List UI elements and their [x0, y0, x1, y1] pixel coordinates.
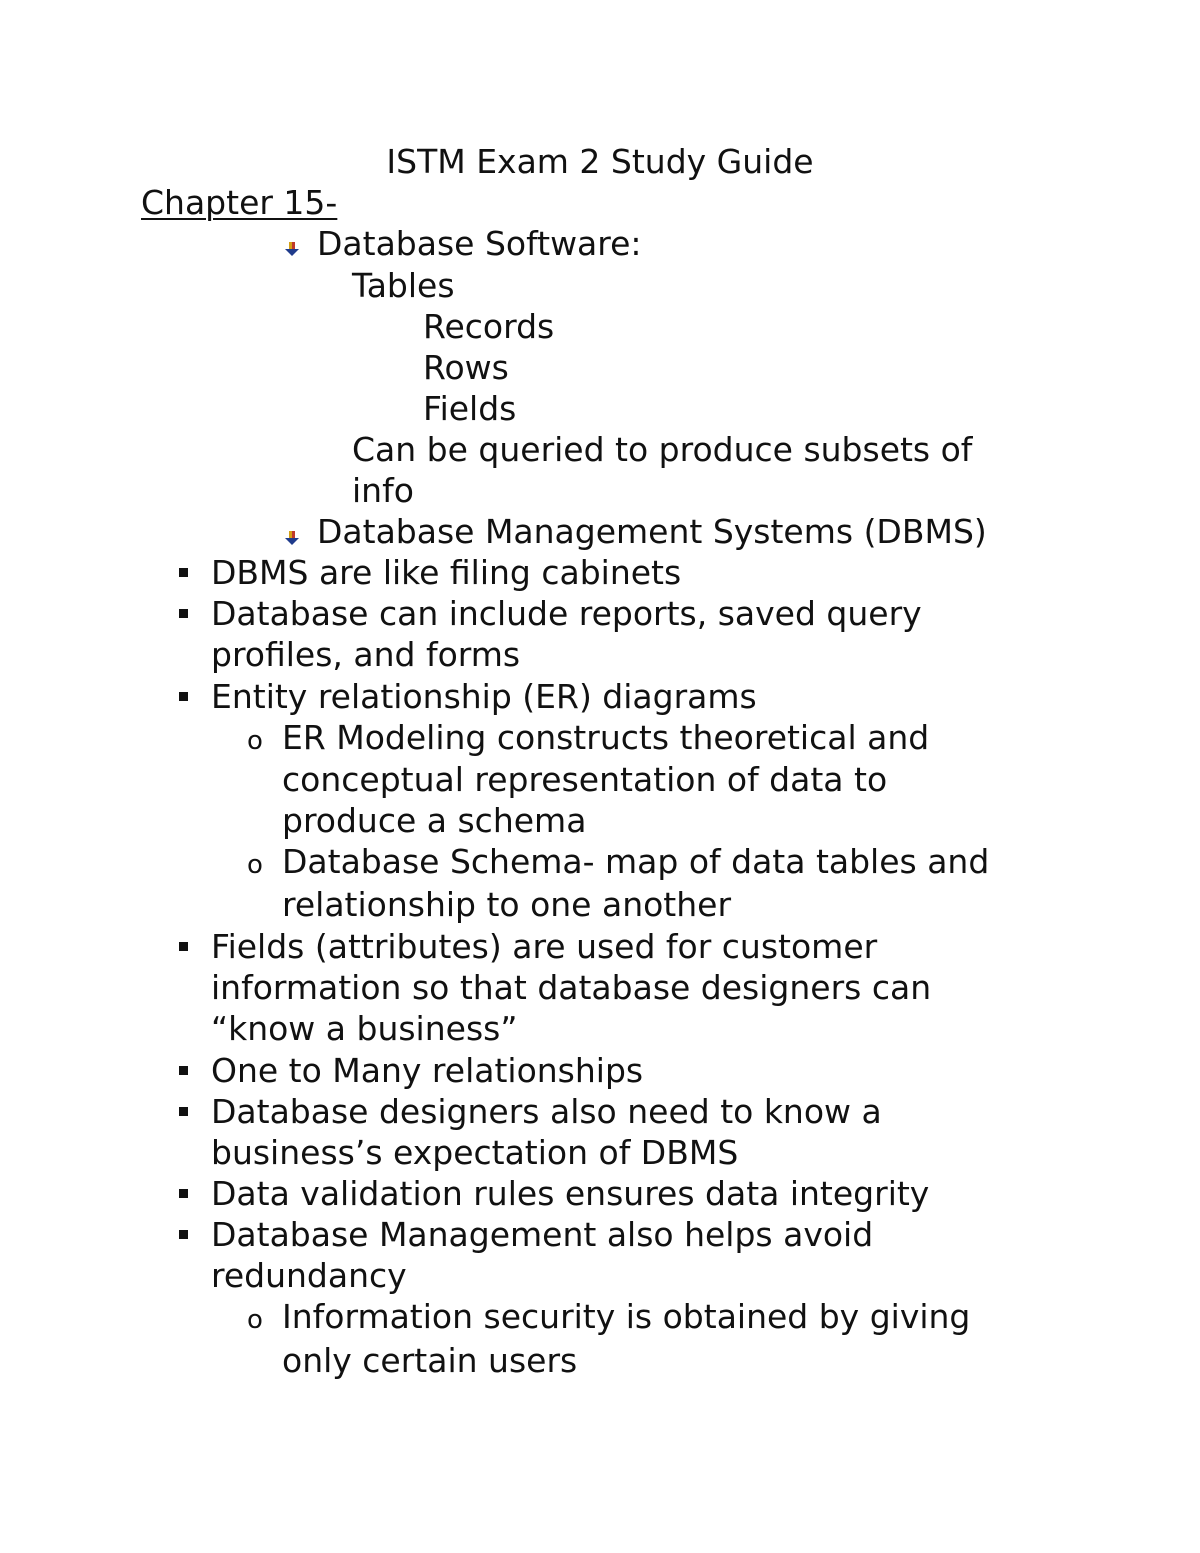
item-tables: Tables — [352, 266, 455, 305]
item-records: Records — [423, 307, 555, 346]
square-bullet-icon — [179, 609, 188, 618]
bullet-text-continued: information so that database designers can — [211, 968, 932, 1007]
bullet-text-continued: redundancy — [211, 1256, 407, 1295]
sub-bullet-text: Information security is obtained by giving — [282, 1297, 971, 1336]
item-rows: Rows — [423, 348, 509, 387]
page-title: ISTM Exam 2 Study Guide — [386, 142, 814, 181]
down-arrow-bullet-icon — [284, 241, 300, 257]
square-bullet-icon — [179, 568, 188, 577]
bullet-text: Database Management also helps avoid — [211, 1215, 874, 1254]
square-bullet-icon — [179, 1189, 188, 1198]
bullet-text-continued: business’s expectation of DBMS — [211, 1133, 739, 1172]
sub-bullet-text-continued: produce a schema — [282, 801, 587, 840]
square-bullet-icon — [179, 1230, 188, 1239]
sub-bullet-text-continued: only certain users — [282, 1341, 578, 1380]
chapter-heading: Chapter 15- — [141, 183, 338, 222]
circle-bullet-icon: o — [247, 726, 263, 756]
bullet-text: Entity relationship (ER) diagrams — [211, 677, 757, 716]
section-heading-dbms: Database Management Systems (DBMS) — [317, 512, 987, 551]
sub-bullet-text-continued: relationship to one another — [282, 885, 732, 924]
circle-bullet-icon: o — [247, 1305, 263, 1335]
square-bullet-icon — [179, 1107, 188, 1116]
item-fields: Fields — [423, 389, 517, 428]
bullet-text: Fields (attributes) are used for customer — [211, 927, 878, 966]
bullet-text-continued: profiles, and forms — [211, 635, 521, 674]
section-heading-database-software: Database Software: — [317, 224, 642, 263]
square-bullet-icon — [179, 1066, 188, 1075]
bullet-text: Data validation rules ensures data integrity — [211, 1174, 930, 1213]
query-text-line2: info — [352, 471, 414, 510]
circle-bullet-icon: o — [247, 850, 263, 880]
square-bullet-icon — [179, 942, 188, 951]
sub-bullet-text-continued: conceptual representation of data to — [282, 760, 888, 799]
bullet-text: Database designers also need to know a — [211, 1092, 882, 1131]
down-arrow-bullet-icon — [284, 530, 300, 546]
sub-bullet-text: Database Schema- map of data tables and — [282, 842, 990, 881]
bullet-text-continued: “know a business” — [211, 1009, 518, 1048]
square-bullet-icon — [179, 692, 188, 701]
bullet-text: One to Many relationships — [211, 1051, 644, 1090]
sub-bullet-text: ER Modeling constructs theoretical and — [282, 718, 930, 757]
bullet-text: Database can include reports, saved query — [211, 594, 922, 633]
query-text-line1: Can be queried to produce subsets of — [352, 430, 973, 469]
bullet-text: DBMS are like filing cabinets — [211, 553, 682, 592]
